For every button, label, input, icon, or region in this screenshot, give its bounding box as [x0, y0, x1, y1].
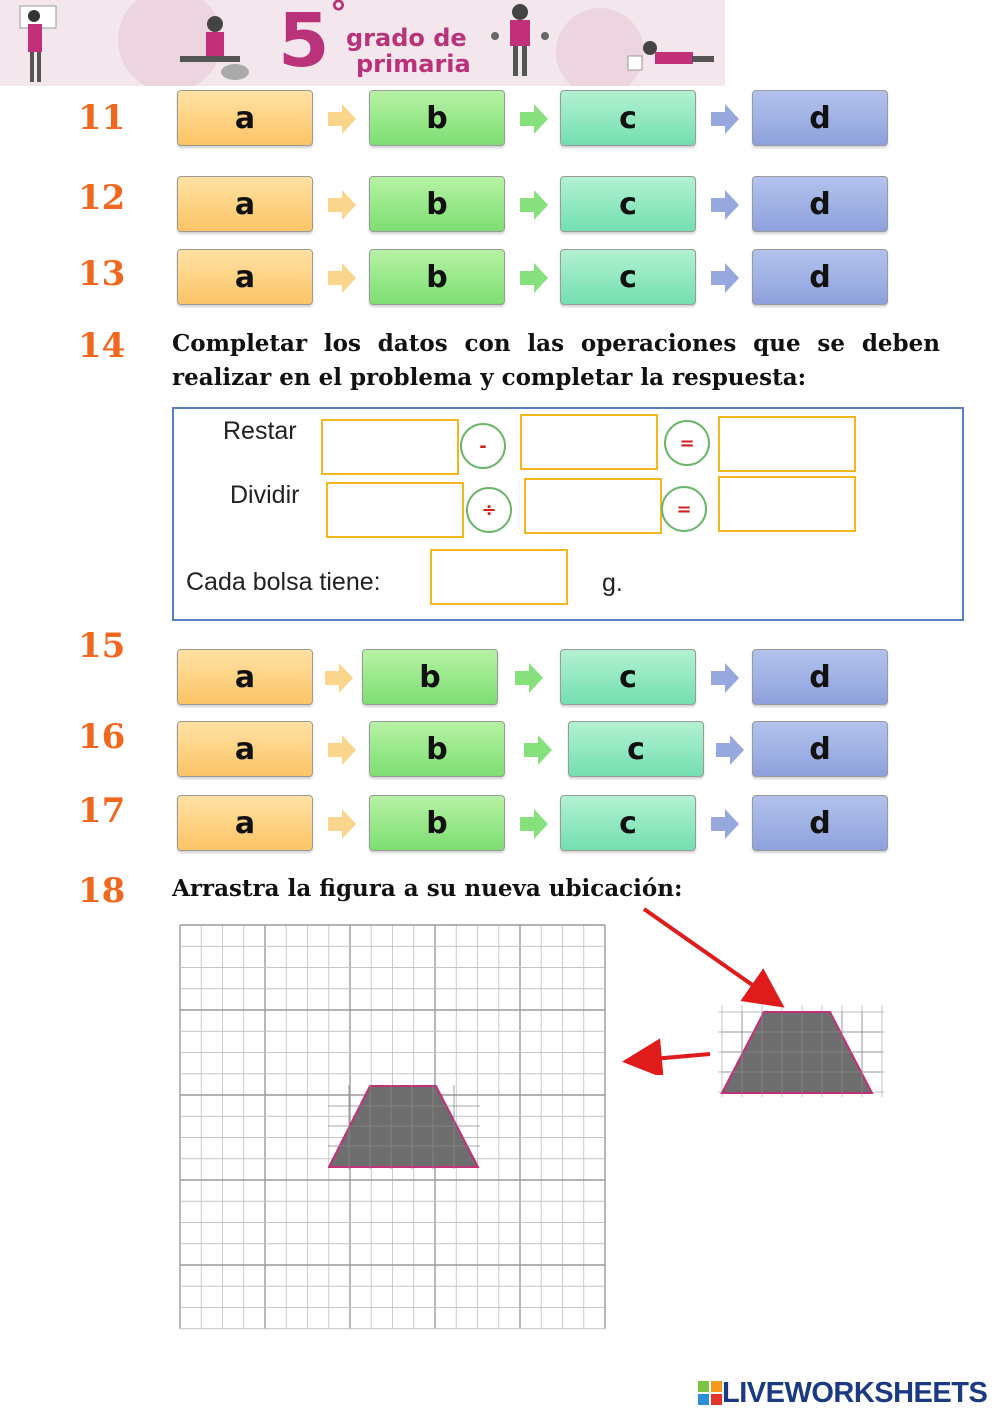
option-a[interactable]: a: [177, 721, 313, 777]
option-c[interactable]: c: [568, 721, 704, 777]
option-b[interactable]: b: [369, 795, 505, 851]
option-b[interactable]: b: [369, 90, 505, 146]
option-c[interactable]: c: [560, 90, 696, 146]
arrow-icon: [711, 190, 739, 220]
equals-operator: =: [661, 486, 707, 532]
option-a[interactable]: a: [177, 90, 313, 146]
arrow-icon: [328, 190, 356, 220]
arrow-left-icon: [630, 1054, 710, 1061]
question-number: 13: [78, 254, 126, 294]
arrow-icon: [711, 263, 739, 293]
question-number: 12: [78, 178, 126, 218]
arrow-icon: [716, 735, 744, 765]
restar-label: Restar: [223, 417, 297, 445]
restar-input-1[interactable]: [321, 419, 459, 475]
grade-degree-mark: °: [330, 0, 347, 34]
dividir-result-input[interactable]: [718, 476, 856, 532]
option-d[interactable]: d: [752, 90, 888, 146]
option-b[interactable]: b: [362, 649, 498, 705]
q14-panel: [172, 407, 964, 621]
question-number: 14: [78, 326, 126, 366]
divide-operator: ÷: [466, 487, 512, 533]
option-a[interactable]: a: [177, 795, 313, 851]
option-c[interactable]: c: [560, 176, 696, 232]
answer-input[interactable]: [430, 549, 568, 605]
option-d[interactable]: d: [752, 721, 888, 777]
arrow-icon: [520, 104, 548, 134]
equals-operator: =: [664, 420, 710, 466]
option-b[interactable]: b: [369, 176, 505, 232]
minus-operator: -: [460, 423, 506, 469]
liveworksheets-logo: [698, 1378, 987, 1408]
header-banner: [0, 0, 725, 86]
option-d[interactable]: d: [752, 795, 888, 851]
option-a[interactable]: a: [177, 249, 313, 305]
arrow-icon: [328, 735, 356, 765]
arrow-down-right-icon: [644, 909, 778, 1003]
arrow-icon: [325, 663, 353, 693]
dividir-input-2[interactable]: [524, 478, 662, 534]
option-b[interactable]: b: [369, 721, 505, 777]
q18-instruction: Arrastra la figura a su nueva ubicación:: [172, 875, 683, 902]
question-number: 17: [78, 791, 126, 831]
answer-unit: g.: [602, 569, 623, 597]
option-d[interactable]: d: [752, 649, 888, 705]
arrow-icon: [711, 663, 739, 693]
liveworksheets-brand: LIVEWORKSHEETS: [722, 1376, 988, 1409]
option-a[interactable]: a: [177, 649, 313, 705]
arrow-icon: [328, 263, 356, 293]
arrow-icon: [328, 104, 356, 134]
trapezoid-target-shape: [328, 1085, 480, 1169]
liveworksheets-logo-icon: [698, 1381, 722, 1405]
arrow-icon: [520, 190, 548, 220]
grade-number: 5: [278, 0, 330, 84]
option-d[interactable]: d: [752, 249, 888, 305]
option-c[interactable]: c: [560, 249, 696, 305]
arrow-icon: [520, 263, 548, 293]
restar-input-2[interactable]: [520, 414, 658, 470]
arrow-icon: [524, 735, 552, 765]
question-number: 15: [78, 626, 126, 666]
grade-label-line2: primaria: [356, 50, 471, 78]
grade-label-line1: grado de: [346, 24, 467, 52]
arrow-icon: [711, 809, 739, 839]
arrow-icon: [515, 663, 543, 693]
arrow-icon: [711, 104, 739, 134]
red-arrows: [620, 905, 790, 1075]
dividir-input-1[interactable]: [326, 482, 464, 538]
dividir-label: Dividir: [230, 481, 300, 509]
arrow-icon: [328, 809, 356, 839]
option-a[interactable]: a: [177, 176, 313, 232]
option-c[interactable]: c: [560, 649, 696, 705]
question-number: 18: [78, 871, 126, 911]
arrow-icon: [520, 809, 548, 839]
restar-result-input[interactable]: [718, 416, 856, 472]
q14-instruction: Completar los datos con las operaciones que se deben realizar en el problema y completar la respuesta:: [172, 330, 940, 391]
option-d[interactable]: d: [752, 176, 888, 232]
option-c[interactable]: c: [560, 795, 696, 851]
answer-label: Cada bolsa tiene:: [186, 568, 381, 596]
option-b[interactable]: b: [369, 249, 505, 305]
question-number: 16: [78, 717, 126, 757]
question-number: 11: [78, 98, 126, 138]
